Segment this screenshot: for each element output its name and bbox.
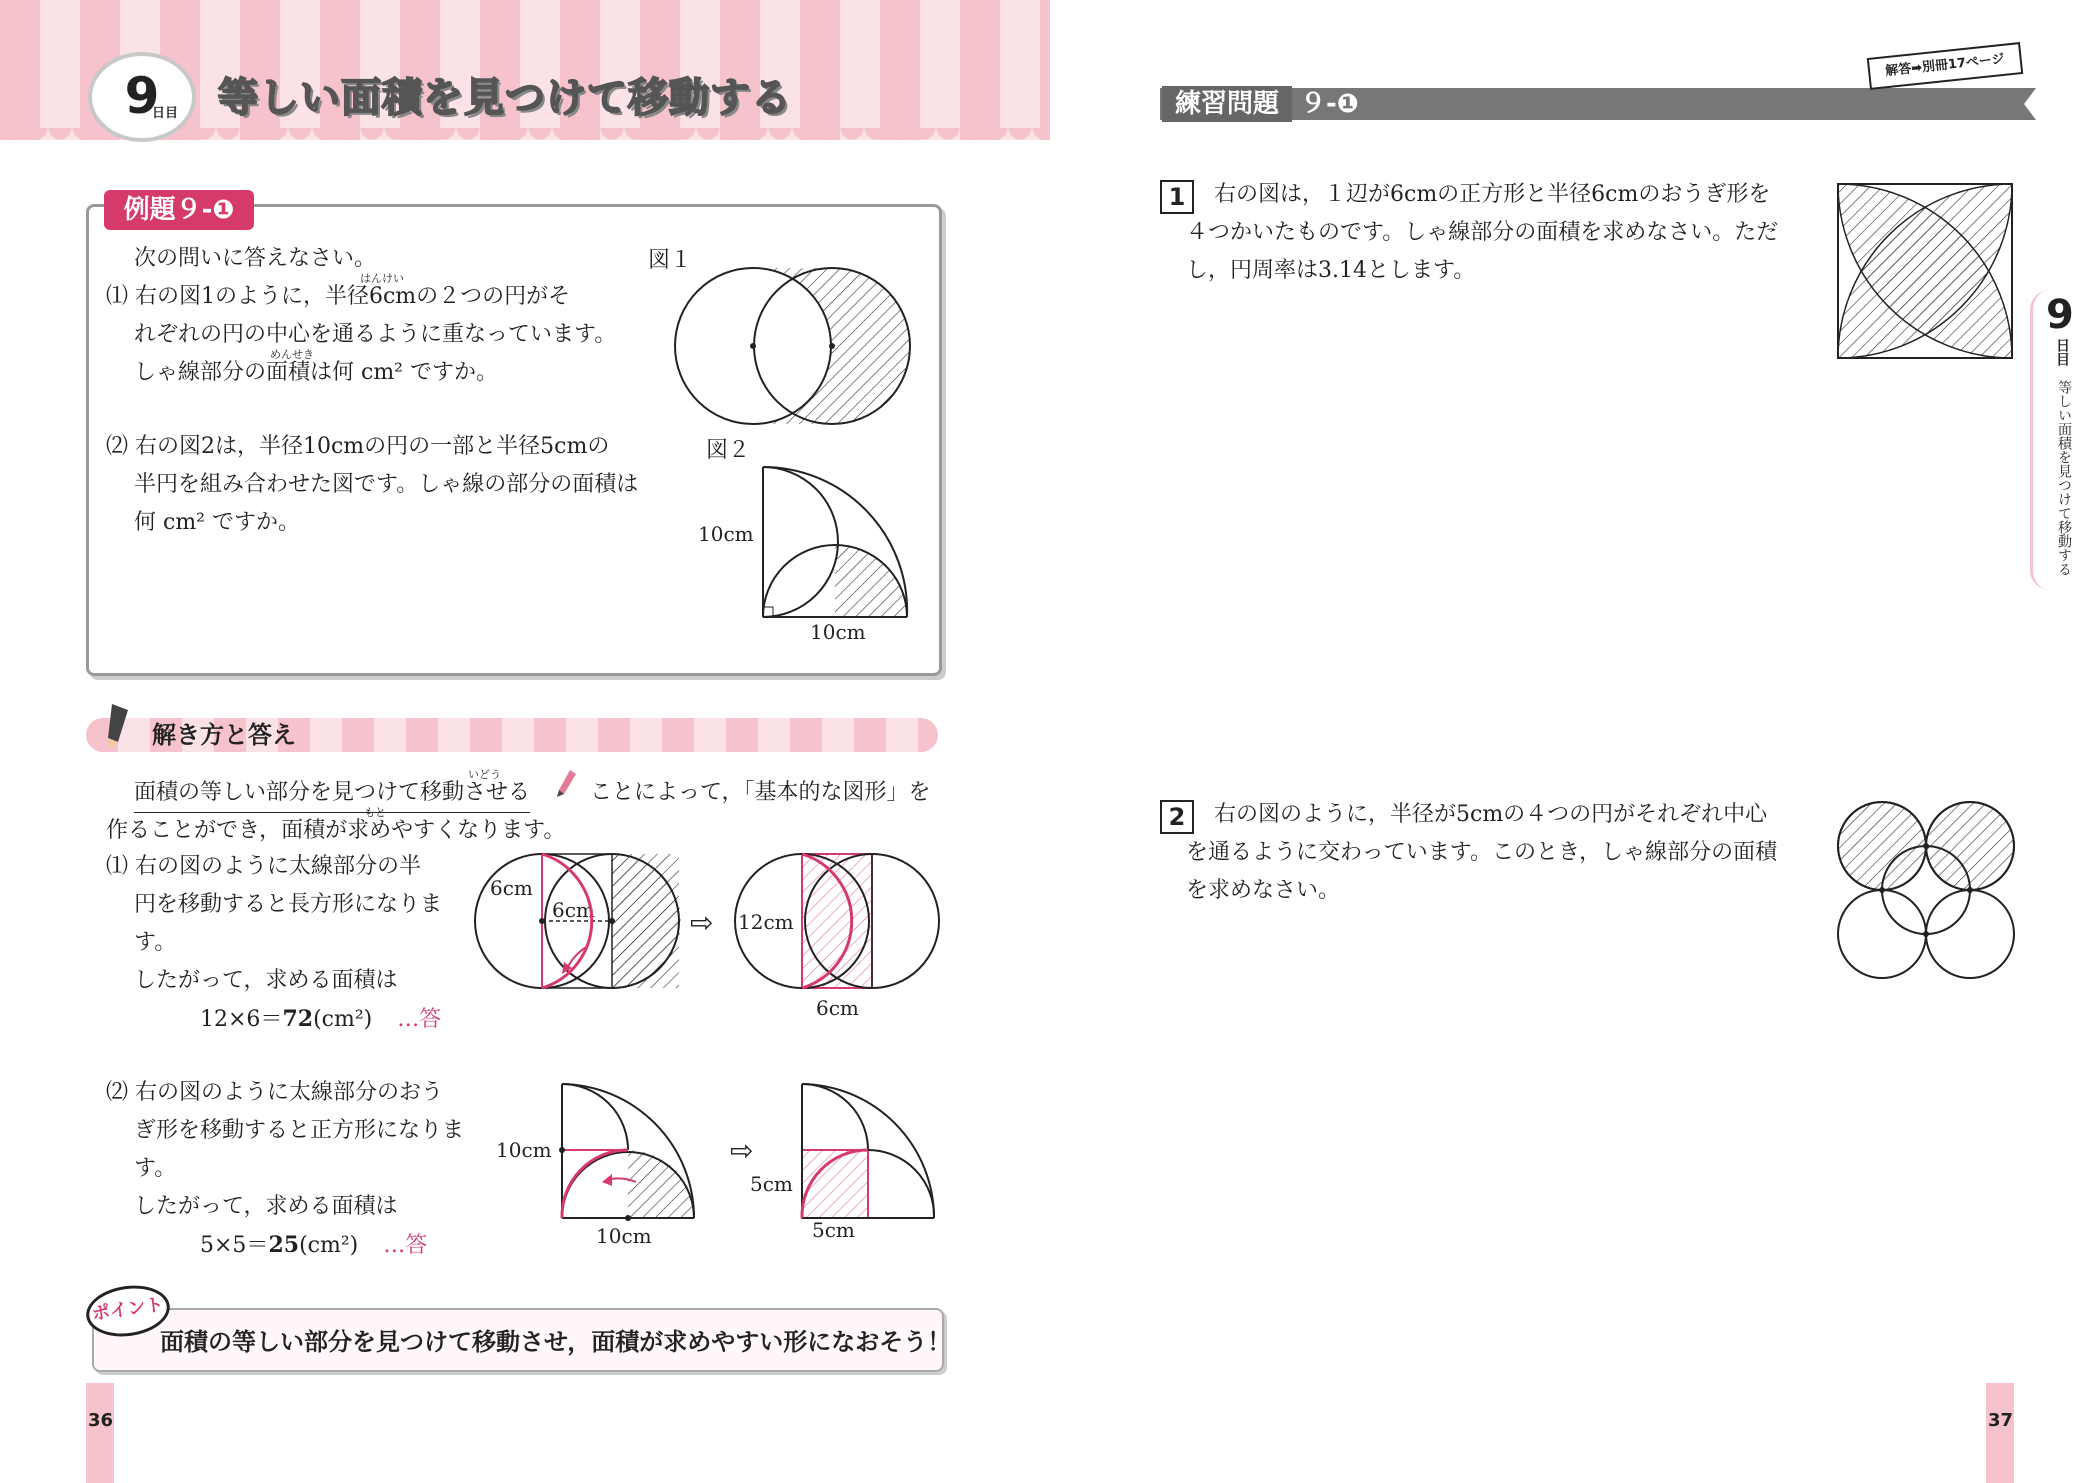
a2-answer-mark: …答 (383, 1233, 428, 1258)
practice-tag: 練習問題 (1162, 86, 1292, 122)
practice-figure-2 (1836, 800, 2016, 984)
question-2-line2: を通るように交わっています。このとき，しゃ線部分の面積 (1186, 840, 1778, 865)
page-title: 等しい面積を見つけて移動する (218, 75, 792, 121)
a2-fig-dim4: 5cm (812, 1218, 855, 1242)
example-q2-line2: 半円を組み合わせた図です。しゃ線の部分の面積は (134, 472, 639, 497)
practice-figure-1 (1836, 182, 2014, 360)
transform-arrow-1: ⇨ (690, 906, 714, 939)
question-1-line3: し，円周率は3.14とします。 (1186, 258, 1476, 283)
question-2-line3: を求めなさい。 (1186, 878, 1341, 903)
fig1-label: 図１ (648, 248, 693, 273)
a1-answer-mark: …答 (397, 1007, 442, 1032)
ruby-idou: いどう (468, 768, 501, 781)
page-number-left: 36 (88, 1410, 114, 1431)
a2-calc (200, 1226, 427, 1265)
question-1-number: 1 (1160, 180, 1194, 214)
answers-title: 解き方と答え (152, 721, 296, 749)
example-q1-line1: ⑴ 右の図1のように，半径6cmの２つの円がそ (106, 284, 571, 309)
example-q2-line3: 何 cm² ですか。 (134, 510, 300, 535)
a2-fig-dim2: 10cm (596, 1224, 652, 1248)
example-intro: 次の問いに答えなさい。 (134, 246, 377, 271)
a2-line1: ⑵ 右の図のように太線部分のおう (106, 1080, 443, 1105)
a2-result: 25 (268, 1232, 300, 1258)
figure-1 (668, 262, 918, 428)
a1-fig-dim1: 6cm (490, 876, 533, 900)
practice-bar-flag (2020, 88, 2036, 120)
ruby-hankei: はんけい (360, 272, 404, 285)
ruby-moto: もと (364, 806, 386, 819)
a1-fig-dim2: 6cm (552, 898, 595, 922)
a1-line1: ⑴ 右の図のように太線部分の半 (106, 854, 421, 879)
a1-result: 72 (282, 1006, 314, 1032)
answers-intro-line2: 作ることができ，面積が求めやすくなります。 (106, 818, 566, 843)
transform-arrow-2: ⇨ (730, 1134, 754, 1167)
a2-fig-dim1: 10cm (496, 1138, 552, 1162)
ruby-menseki: めんせき (270, 348, 314, 361)
a1-calc (200, 1000, 441, 1039)
pencil-icon (104, 702, 132, 750)
example-q1-line2: れぞれの円の中心を通るように重なっています。 (134, 322, 617, 347)
answers-intro-highlight: 面積の等しい部分を見つけて移動させる (134, 774, 530, 813)
side-tab-unit: 日目 (2054, 338, 2070, 366)
day-number: 9 (124, 67, 160, 125)
practice-number: ９-❶ (1300, 89, 1359, 119)
answer-reference: 解答➡別冊17ページ (1867, 42, 2024, 90)
question-2-line1: 右の図のように，半径が5cmの４つの円がそれぞれ中心 (1214, 802, 1768, 827)
page-number-bar-left (86, 1383, 114, 1483)
figure-2 (730, 462, 920, 622)
example-q1-line3: しゃ線部分の面積は何 cm² ですか。 (134, 360, 498, 385)
day-badge (88, 52, 196, 142)
a2-unit: (cm²) (299, 1233, 359, 1258)
fig2-dim-vertical: 10cm (698, 522, 754, 546)
answers-intro-rest: ことによって，「基本的な図形」を (590, 780, 931, 805)
answer-figure-2a (540, 1078, 700, 1224)
a2-calc-expr: 5×5＝ (200, 1233, 269, 1258)
a1-fig-dim4: 6cm (816, 996, 859, 1020)
point-tag: ポイント (83, 1280, 173, 1341)
right-page (1050, 0, 2100, 1483)
page-number-bar-right (1986, 1383, 2014, 1483)
day-unit: 日目 (152, 106, 179, 121)
a1-calc-expr: 12×6＝ (200, 1007, 283, 1032)
a2-line4: したがって，求める面積は (134, 1194, 398, 1219)
a1-line2: 円を移動すると長方形になりま (134, 892, 443, 917)
answer-figure-1a (470, 850, 684, 1000)
page-number-right: 37 (1988, 1410, 2014, 1431)
a2-line3: す。 (134, 1156, 177, 1181)
a2-fig-dim3: 5cm (750, 1172, 793, 1196)
example-tag: 例題９-❶ (104, 190, 254, 230)
a1-line3: す。 (134, 930, 177, 955)
question-2-number: 2 (1160, 800, 1194, 834)
side-tab-number: 9 (2046, 292, 2074, 338)
question-1-line2: ４つかいたものです。しゃ線部分の面積を求めなさい。ただ (1186, 220, 1779, 245)
a1-line4: したがって，求める面積は (134, 968, 398, 993)
example-q2-line1: ⑵ 右の図2は，半径10cmの円の一部と半径5cmの (106, 434, 610, 459)
a2-line2: ぎ形を移動すると正方形になりま (134, 1118, 465, 1143)
a1-unit: (cm²) (313, 1007, 373, 1032)
a1-fig-dim3: 12cm (738, 910, 794, 934)
fig2-label: 図２ (706, 438, 751, 463)
fig2-dim-horizontal: 10cm (810, 620, 866, 644)
question-1-line1: 右の図は，１辺が6cmの正方形と半径6cmのおうぎ形を (1214, 182, 1771, 207)
answer-figure-1b (730, 850, 944, 1000)
side-tab-title: 等しい面積を見つけて移動する (2056, 380, 2072, 576)
point-text: 面積の等しい部分を見つけて移動させ，面積が求めやすい形になおそう！ (160, 1328, 952, 1356)
pen-icon (556, 768, 578, 798)
answer-figure-2b (780, 1078, 940, 1224)
